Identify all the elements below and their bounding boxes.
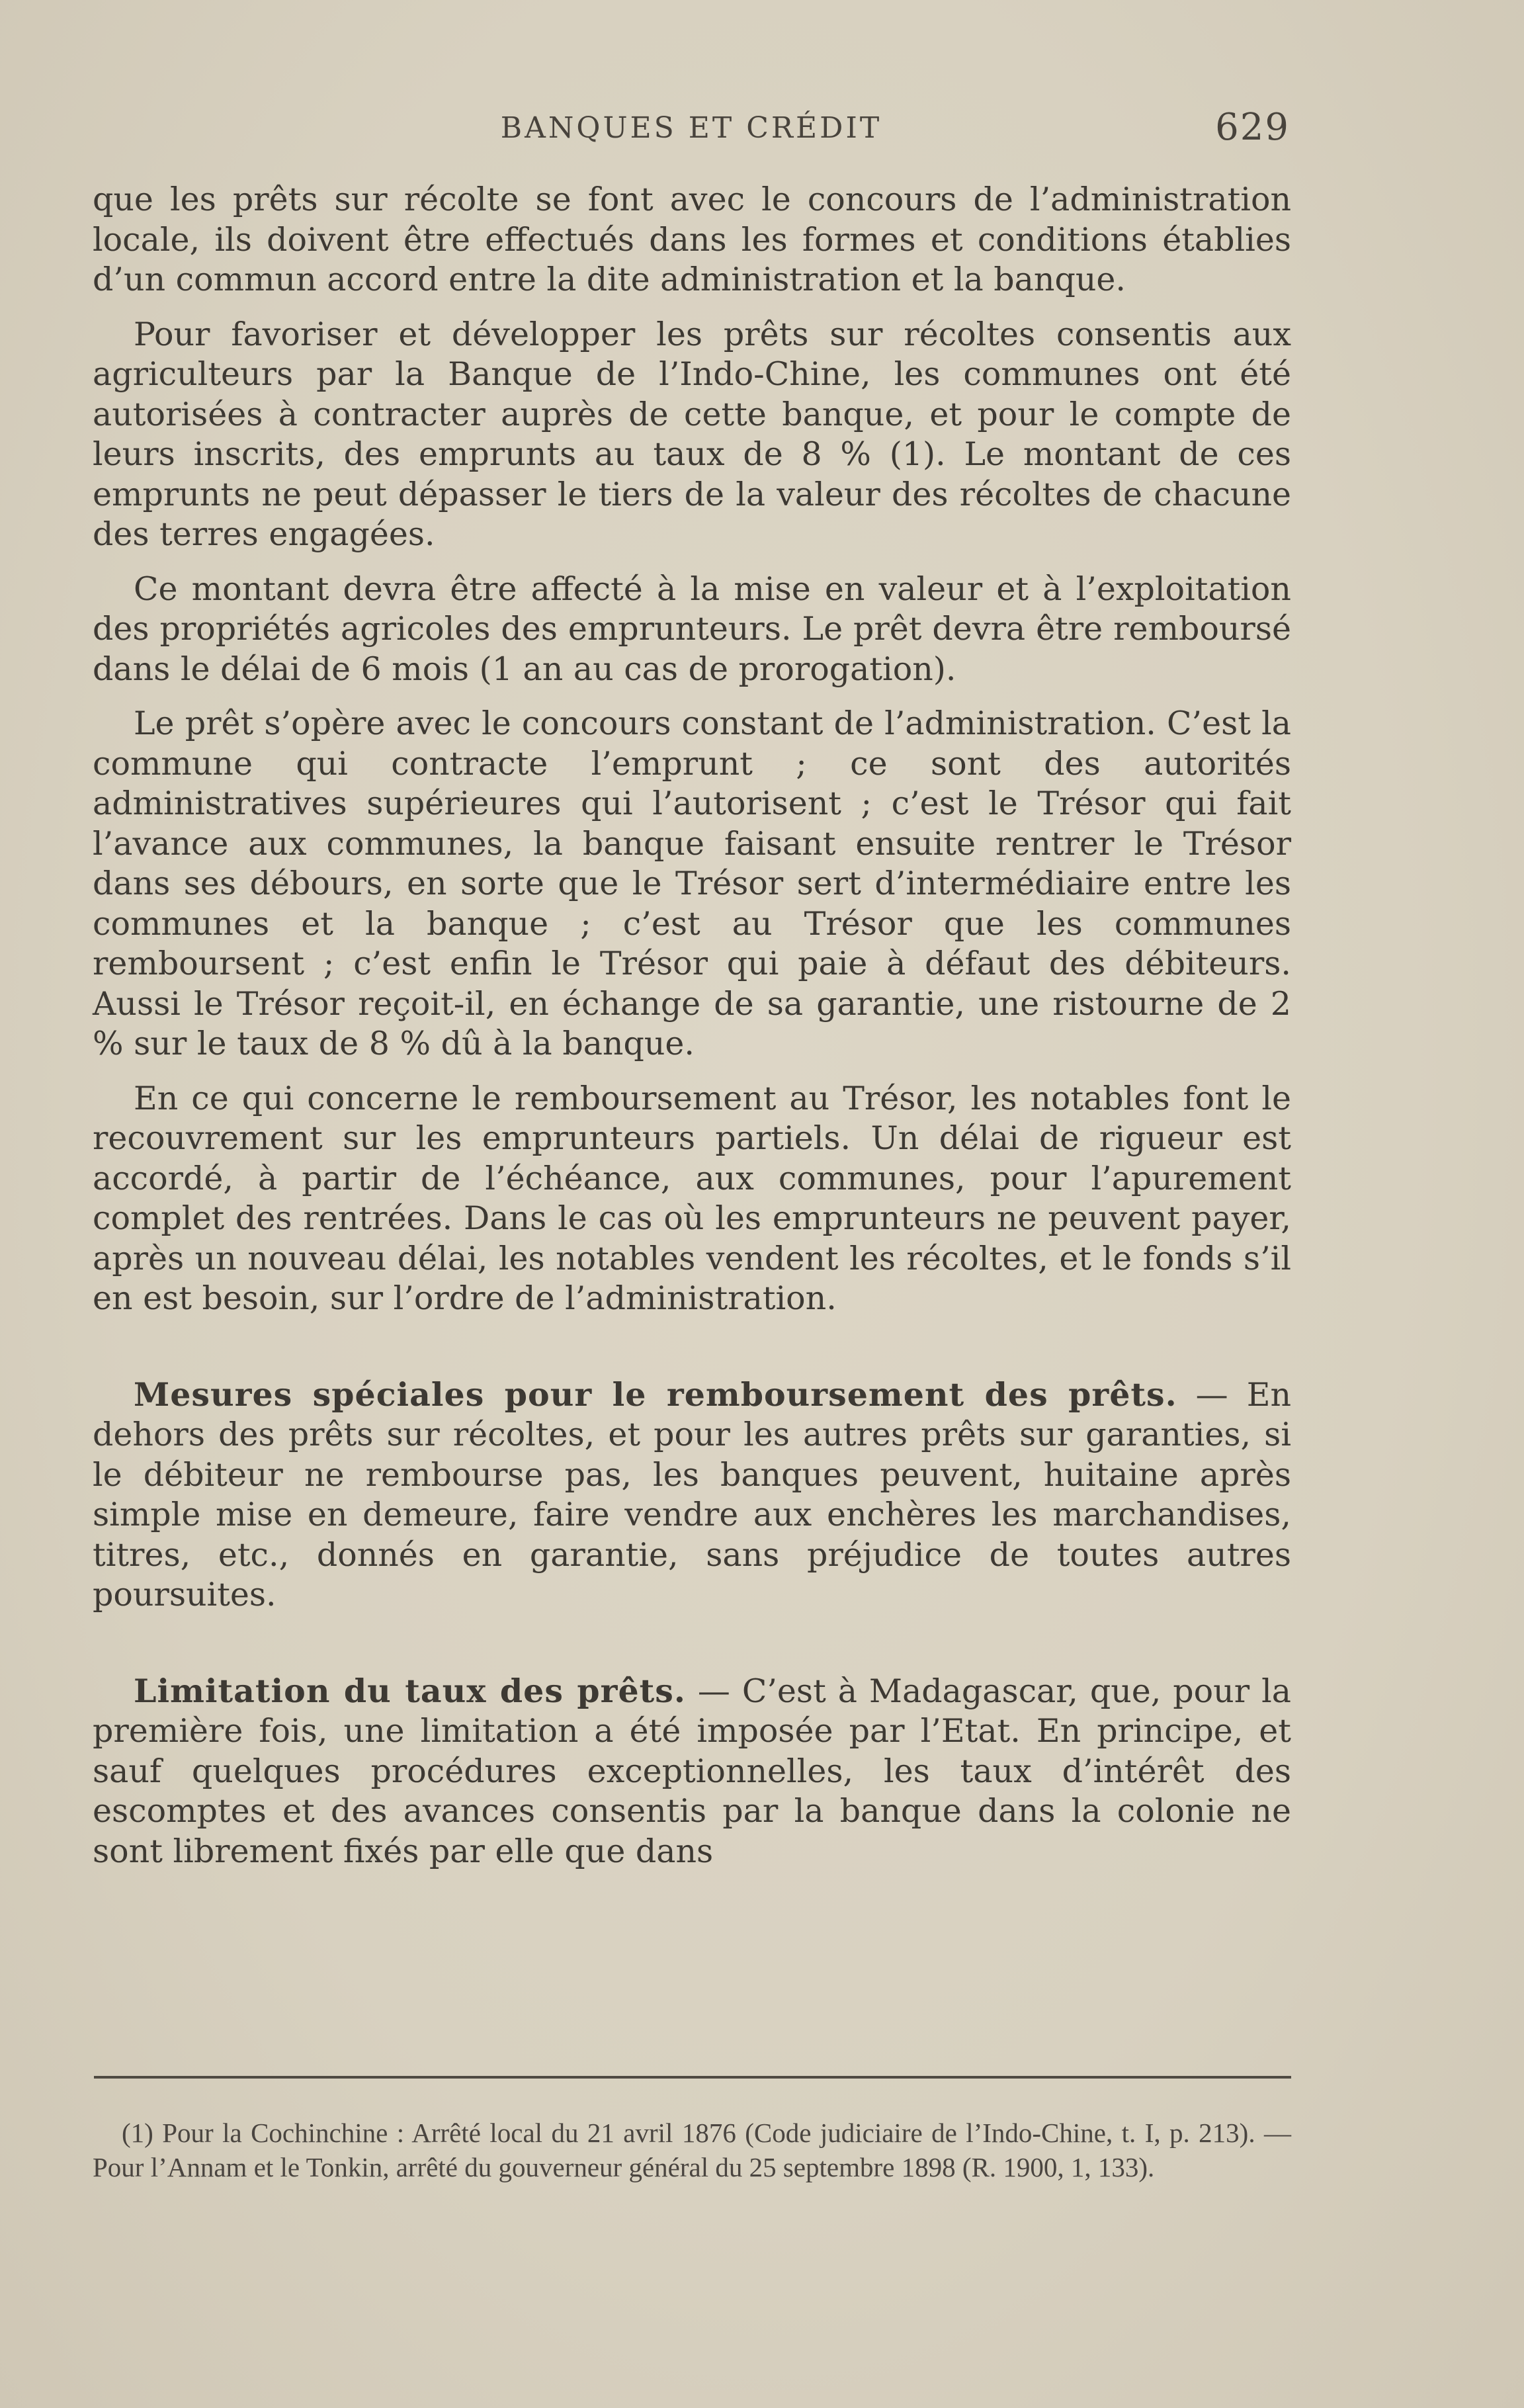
page-header [93, 106, 1290, 152]
section-heading-limitation-taux: Limitation du taux des prêts. [134, 1671, 686, 1710]
paragraph-remboursement-tresor: En ce qui concerne le remboursement au Trésor, les notables font le recouvrement sur les emprunteurs partiels. Un délai de rigueur est accordé, à partir de l’échéance, aux communes, pour l’apurement complet des rentrées. Dans le cas où les emprunteurs ne peuvent payer, après un nouveau délai, les notables vendent les récoltes, et le fonds s’il en est besoin, sur l’ordre de l’administration. [93, 1079, 1291, 1317]
paragraph-prets-recoltes: Pour favoriser et développer les prêts sur récoltes consentis aux agriculteurs par la Banque de l’Indo-Chine, les communes ont été autorisées à contracter auprès de cette banque, et pour le compte de leurs inscrits, des emprunts au taux de 8 % (1). Le montant de ces emprunts ne peut dépasser le tiers de la valeur des récoltes de chacune des terres engagées. [93, 315, 1291, 553]
section-text-mesures-speciales: En dehors des prêts sur récoltes, et pour les autres prêts sur garanties, si le débiteur ne rembourse pas, les banques peuvent, huitaine après simple mise en demeure, faire vendre aux enchères les marchandises, titres, etc., donnés en garantie, sans préjudice de toutes autres poursuites. [93, 1375, 1292, 1613]
footnote: (1) Pour la Cochinchine : Arrêté local du 21 avril 1876 (Code judiciaire de l’Indo-Chine, t. I, p. 213). — Pour l’Annam et le Tonkin, arrêté du gouverneur général du 25 septembre 1898 (R. 1900, 1, 133). [93, 2118, 1291, 2182]
paragraph-concours-administration: Le prêt s’opère avec le concours constant de l’administration. C’est la commune qui contracte l’emprunt ; ce sont des autorités administratives supérieures qui l’autorisent ; c’est le Trésor qui fait l’avance aux communes, la banque faisant ensuite rentrer le Trésor dans ses débours, en sorte que le Trésor sert d’intermédiaire entre les communes et la banque ; c’est au Trésor que les communes remboursent ; c’est enfin le Trésor qui paie à défaut des débiteurs. Aussi le Trésor reçoit-il, en échange de sa garantie, une ristourne de 2 % sur le taux de 8 % dû à la banque. [93, 705, 1291, 1062]
section-text-limitation-taux: C’est à Madagascar, que, pour la première fois, une limitation a été imposée par l’Etat. En principe, et sauf quelques procédures exceptionnelles, les taux d’intérêt des escomptes et des avances consentis par la banque dans la colonie ne sont librement fixés par elle que dans [93, 1672, 1291, 1870]
section-limitation-taux [93, 1671, 1291, 1872]
page-number: 629 [1215, 106, 1290, 149]
paragraph-montant: Ce montant devra être affecté à la mise en valeur et à l’exploitation des propriétés agricoles des emprunteurs. Le prêt devra être remboursé dans le délai de 6 mois (1 an au cas de prorogation). [93, 570, 1291, 688]
section-heading-mesures-speciales: Mesures spéciales pour le remboursement des prêts. [134, 1375, 1177, 1414]
running-title: BANQUES ET CRÉDIT [500, 111, 882, 145]
paragraph-continuation: que les prêts sur récolte se font avec le concours de l’administration locale, ils doivent être effectués dans les formes et conditions établies d’un commun accord entre la dite administration et la banque. [93, 181, 1291, 298]
section-dash: — [685, 1672, 742, 1710]
body-text [93, 180, 1291, 1886]
section-dash: — [1177, 1375, 1247, 1414]
footnote-rule [94, 2076, 1291, 2079]
section-mesures-speciales [93, 1375, 1291, 1615]
